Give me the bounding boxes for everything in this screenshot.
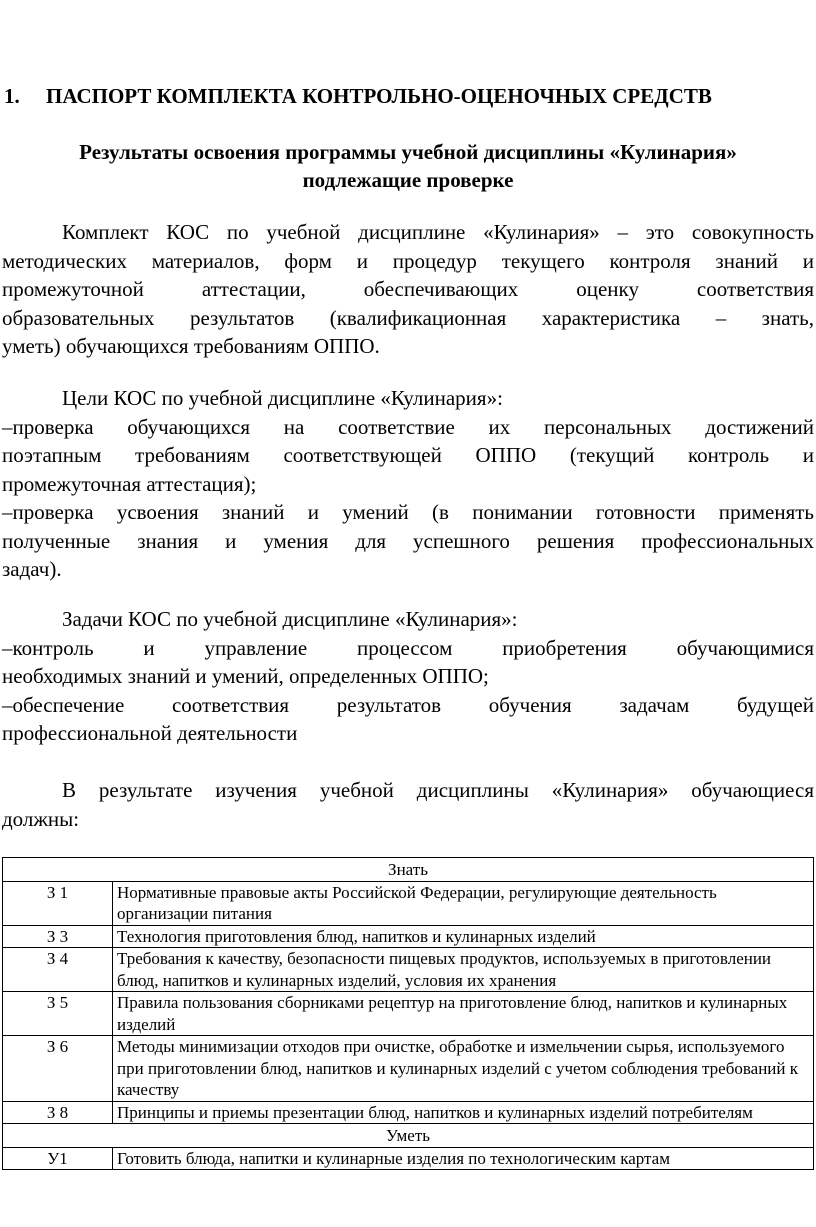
dash-marker: – <box>2 414 13 439</box>
table-section-row <box>3 1124 814 1148</box>
table-row <box>3 1036 814 1102</box>
row-code: З 6 <box>3 1036 113 1102</box>
subheading-line-2: подлежащие проверке <box>302 168 514 192</box>
row-text: Технология приготовления блюд, напитков и кулинарных изделий <box>113 925 814 948</box>
subheading-line-1: Результаты освоения программы учебной дисциплины «Кулинария» <box>79 140 737 164</box>
goals-item-line: задач). <box>2 557 62 581</box>
row-text: Методы минимизации отходов при очистке, обработке и измельчении сырья, используемого при приготовлении блюд, напитков и кулинарных изделий с учетом соблюдения требований к качеству <box>113 1036 814 1102</box>
dash-marker: – <box>2 500 13 524</box>
intro-line: образовательных результатов (квалификационная характеристика – знать, <box>2 305 814 330</box>
result-line: В результате изучения учебной дисциплины «Кулинария» обучающиеся <box>62 778 814 802</box>
goals-item-line: –проверка усвоения знаний и умений (в понимании готовности применять <box>2 500 814 524</box>
subheading <box>0 138 816 194</box>
row-code: З 3 <box>3 925 113 948</box>
section-title: ПАСПОРТ КОМПЛЕКТА КОНТРОЛЬНО-ОЦЕНОЧНЫХ СРЕДСТВ <box>46 84 712 108</box>
tasks-item-line: профессиональной деятельности <box>2 721 298 745</box>
table-row <box>3 948 814 992</box>
result-line: должны: <box>2 806 80 831</box>
section-heading <box>0 82 816 110</box>
goals-item-2 <box>2 498 814 584</box>
row-text: Готовить блюда, напитки и кулинарные изделия по технологическим картам <box>113 1147 814 1170</box>
intro-line: методических материалов, форм и процедур текущего контроля знаний и <box>2 248 814 273</box>
table-row <box>3 1101 814 1124</box>
tasks-item-1 <box>2 634 814 691</box>
intro-line: Комплект КОС по учебной дисциплине «Кулинария» – это совокупность <box>62 220 814 244</box>
row-text: Требования к качеству, безопасности пищевых продуктов, используемых в приготовлении блюд, напитков и кулинарных изделий, условия их хранения <box>113 948 814 992</box>
table-row <box>3 992 814 1036</box>
table-row <box>3 925 814 948</box>
table-row <box>3 1147 814 1170</box>
goals-item-line: поэтапным требованиям соответствующей ОППО (текущий контроль и <box>2 443 814 467</box>
dash-marker: – <box>2 692 13 717</box>
table-section-row <box>3 858 814 882</box>
row-text: Нормативные правовые акты Российской Федерации, регулирующие деятельность организации питания <box>113 881 814 925</box>
goals-item-line: –проверка обучающихся на соответствие их персональных достижений <box>2 414 814 439</box>
dash-marker: – <box>2 635 13 660</box>
row-code: З 5 <box>3 992 113 1036</box>
intro-paragraph <box>2 218 814 361</box>
tasks-item-line: –контроль и управление процессом приобретения обучающимися <box>2 635 814 660</box>
tasks-item-line: необходимых знаний и умений, определенных ОППО; <box>2 664 489 688</box>
goals-item-1 <box>2 413 814 499</box>
row-code: З 4 <box>3 948 113 992</box>
row-code: У1 <box>3 1147 113 1170</box>
skill-header: Уметь <box>3 1124 814 1148</box>
result-paragraph <box>2 776 814 833</box>
tasks-item-2 <box>2 691 814 748</box>
row-code: З 8 <box>3 1101 113 1124</box>
intro-line: промежуточной аттестации, обеспечивающих оценку соответствия <box>2 277 814 301</box>
goals-item-line: полученные знания и умения для успешного решения профессиональных <box>2 528 814 553</box>
tasks-heading: Задачи КОС по учебной дисциплине «Кулинария»: <box>62 607 518 631</box>
goals-heading: Цели КОС по учебной дисциплине «Кулинария»: <box>62 386 503 410</box>
section-number: 1. <box>4 84 20 108</box>
row-text: Правила пользования сборниками рецептур на приготовление блюд, напитков и кулинарных изделий <box>113 992 814 1036</box>
competency-table <box>2 857 814 1170</box>
know-header: Знать <box>3 858 814 882</box>
tasks-block <box>2 605 814 748</box>
intro-line: уметь) обучающихся требованиям ОППО. <box>2 334 380 358</box>
row-code: З 1 <box>3 881 113 925</box>
row-text: Принципы и приемы презентации блюд, напитков и кулинарных изделий потребителям <box>113 1101 814 1124</box>
goals-block <box>2 384 814 584</box>
tasks-item-line: –обеспечение соответствия результатов обучения задачам будущей <box>2 692 814 717</box>
table-row <box>3 881 814 925</box>
goals-item-line: промежуточная аттестация); <box>2 471 257 496</box>
